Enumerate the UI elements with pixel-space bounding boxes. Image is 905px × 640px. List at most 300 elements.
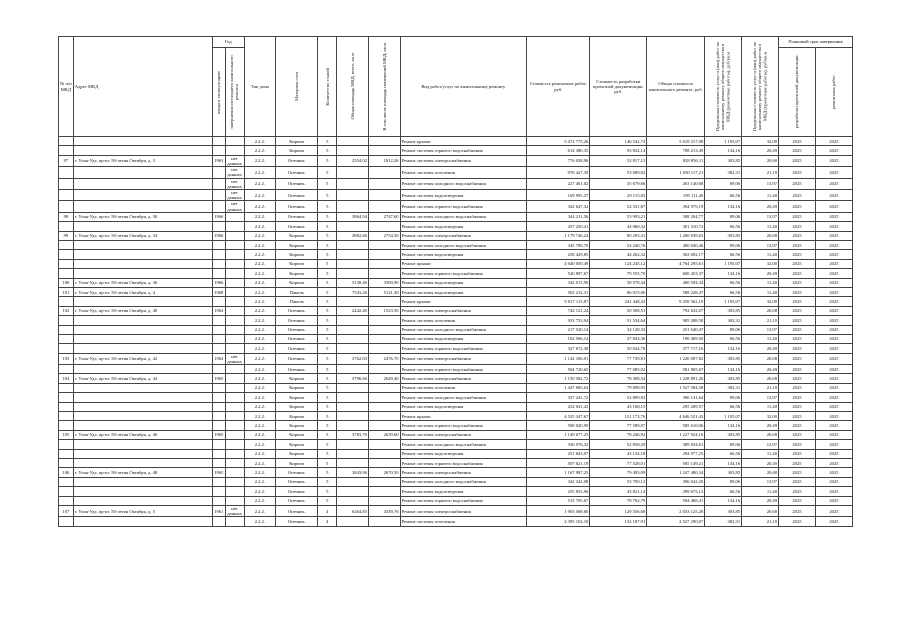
- cell-floors: 5: [318, 212, 337, 221]
- cell-total-area: 3783,70: [337, 430, 369, 439]
- cell-unit-cost-design: 11,40: [742, 222, 779, 231]
- cell-work-type: Ремонт системы водоотведения: [400, 287, 527, 296]
- cell-address: [73, 412, 212, 421]
- cell-design-cost: 35 679,66: [590, 178, 647, 189]
- cell-repair-cost: 1 167 987,25: [527, 468, 590, 477]
- header-unit-cost-repair: Предельная стоимость услуг и (или) работ по капитальному ремонту общего имущества в МКД (ремонтные работы), руб/кв.м: [705, 37, 742, 137]
- cell-row-num: [59, 517, 74, 526]
- cell-house-type: 2.2.2.: [244, 201, 276, 212]
- cell-deadline-design: 2025: [779, 383, 816, 392]
- cell-unit-cost-design: 11,40: [742, 287, 779, 296]
- cell-year-built: [212, 334, 225, 343]
- cell-living-area: 2639,60: [368, 430, 400, 439]
- table-row: [59, 374, 853, 383]
- cell-deadline-design: 2025: [779, 201, 816, 212]
- cell-repair-cost: 258 429,85: [527, 250, 590, 259]
- cell-deadline-design: 2025: [779, 421, 816, 430]
- cell-row-num: 99: [59, 231, 74, 240]
- cell-repair-cost: 976 427,39: [527, 167, 590, 178]
- cell-row-num: [59, 178, 74, 189]
- cell-floors: 5: [318, 477, 337, 486]
- cell-year-built: [212, 325, 225, 334]
- cell-design-cost: 50 508,51: [590, 306, 647, 315]
- cell-work-type: Ремонт системы холодного водоснабжения: [400, 393, 527, 402]
- cell-deadline-design: 2025: [779, 344, 816, 353]
- cell-unit-cost-design: 20,49: [742, 269, 779, 278]
- cell-year-built: [212, 190, 225, 201]
- cell-wall-material: Опечнек.: [276, 477, 318, 486]
- cell-address: [73, 137, 212, 146]
- cell-total-cost: 199 111,40: [647, 190, 705, 201]
- cell-floors: 5: [318, 412, 337, 421]
- cell-repair-cost: 515 705,67: [527, 496, 590, 505]
- cell-total-cost: 301 310,72: [647, 222, 705, 231]
- cell-total-area: [337, 517, 369, 526]
- cell-year-overhaul: [225, 344, 244, 353]
- cell-living-area: [368, 222, 400, 231]
- cell-house-type: 2.2.2.: [244, 146, 276, 155]
- cell-design-cost: 132 187,91: [590, 517, 647, 526]
- cell-address: [73, 383, 212, 392]
- cell-deadline-repair: 2025: [815, 393, 852, 402]
- cell-total-cost: 1 227 924,16: [647, 430, 705, 439]
- cell-year-built: [212, 167, 225, 178]
- cell-deadline-design: 2025: [779, 222, 816, 231]
- cell-unit-cost-repair: 66,56: [705, 487, 742, 496]
- cell-unit-cost-design: 20,68: [742, 430, 779, 439]
- cell-unit-cost-design: 20,49: [742, 421, 779, 430]
- table-row: [59, 344, 853, 353]
- cell-total-cost: 389 834,61: [647, 440, 705, 449]
- cell-year-overhaul: [225, 137, 244, 146]
- cell-deadline-design: 2025: [779, 250, 816, 259]
- cell-work-type: Ремонт системы холодного водоснабжения: [400, 325, 527, 334]
- cell-wall-material: Опечнек.: [276, 325, 318, 334]
- header-living-area: В том числе площадь помещений МКД, кв.м: [368, 37, 400, 137]
- cell-work-type: Ремонт системы холодного водоснабжения: [400, 240, 527, 249]
- table-row: [59, 517, 853, 526]
- table-row: [59, 178, 853, 189]
- cell-house-type: 2.2.2.: [244, 402, 276, 411]
- cell-deadline-repair: 2025: [815, 240, 852, 249]
- cell-design-cost: 146 542,72: [590, 137, 647, 146]
- cell-repair-cost: 227 461,02: [527, 178, 590, 189]
- cell-design-cost: 77 589,07: [590, 421, 647, 430]
- cell-total-area: [337, 137, 369, 146]
- table-header: [59, 37, 853, 137]
- table-row: [59, 155, 853, 166]
- cell-year-overhaul: [225, 259, 244, 268]
- cell-year-built: [212, 440, 225, 449]
- cell-repair-cost: 4 525 347,67: [527, 412, 590, 421]
- cell-unit-cost-repair: 134,16: [705, 458, 742, 467]
- cell-unit-cost-repair: 66,56: [705, 287, 742, 296]
- cell-total-cost: 5 619 317,98: [647, 137, 705, 146]
- cell-year-overhaul: [225, 383, 244, 392]
- cell-unit-cost-repair: 134,16: [705, 269, 742, 278]
- cell-row-num: [59, 240, 74, 249]
- cell-wall-material: Кирпич: [276, 383, 318, 392]
- cell-house-type: 2.2.2.: [244, 231, 276, 240]
- cell-total-area: 2554,02: [337, 155, 369, 166]
- cell-total-area: [337, 325, 369, 334]
- cell-year-built: 1965: [212, 374, 225, 383]
- table-row: [59, 505, 853, 516]
- cell-unit-cost-repair: 382,31: [705, 316, 742, 325]
- cell-work-type: Ремонт системы электроснабжения: [400, 353, 527, 364]
- cell-year-built: [212, 259, 225, 268]
- cell-unit-cost-design: 20,49: [742, 458, 779, 467]
- cell-floors: 5: [318, 393, 337, 402]
- cell-deadline-design: 2025: [779, 477, 816, 486]
- cell-unit-cost-repair: 134,16: [705, 201, 742, 212]
- cell-year-built: 1965: [212, 468, 225, 477]
- cell-total-area: [337, 393, 369, 402]
- cell-year-built: [212, 393, 225, 402]
- cell-wall-material: Опечнек.: [276, 517, 318, 526]
- cell-year-built: 1966: [212, 231, 225, 240]
- cell-design-cost: 53 993,21: [590, 212, 647, 221]
- cell-wall-material: Кирпич: [276, 250, 318, 259]
- cell-year-built: 1966: [212, 212, 225, 221]
- cell-wall-material: Опечнек.: [276, 344, 318, 353]
- cell-total-cost: 299 675,12: [647, 487, 705, 496]
- table-row: [59, 212, 853, 221]
- cell-wall-material: Опечнек.: [276, 505, 318, 516]
- cell-wall-material: Кирпич: [276, 440, 318, 449]
- cell-year-built: [212, 222, 225, 231]
- cell-address: г. Улан-Удэ, пр-кт. 50-летия Октября, д. 30: [73, 212, 212, 221]
- cell-unit-cost-design: 21,10: [742, 167, 779, 178]
- cell-wall-material: Опечнек.: [276, 365, 318, 374]
- cell-year-built: 1964: [212, 353, 225, 364]
- cell-address: г. Улан-Удэ, пр-кт. 50-летия Октября, д. 34: [73, 231, 212, 240]
- cell-year-overhaul: [225, 517, 244, 526]
- cell-deadline-design: 2025: [779, 269, 816, 278]
- cell-unit-cost-design: 20,49: [742, 344, 779, 353]
- cell-unit-cost-repair: 303,85: [705, 353, 742, 364]
- cell-floors: 5: [318, 146, 337, 155]
- cell-unit-cost-design: 11,40: [742, 190, 779, 201]
- cell-total-cost: 792 632,07: [647, 306, 705, 315]
- cell-living-area: [368, 146, 400, 155]
- cell-floors: 5: [318, 155, 337, 166]
- cell-address: г. Улан-Удэ, пр-кт. 50-летия Октября, д. 48: [73, 468, 212, 477]
- cell-wall-material: Опечнек.: [276, 190, 318, 201]
- cell-living-area: 2747,60: [368, 212, 400, 221]
- cell-wall-material: Опечнек.: [276, 222, 318, 231]
- cell-year-built: [212, 344, 225, 353]
- cell-repair-cost: 327 672,38: [527, 344, 590, 353]
- cell-row-num: [59, 344, 74, 353]
- cell-total-cost: 400 594,34: [647, 278, 705, 287]
- cell-year-overhaul: [225, 231, 244, 240]
- table-row: [59, 412, 853, 421]
- cell-unit-cost-design: 13,97: [742, 325, 779, 334]
- cell-unit-cost-repair: 89,06: [705, 178, 742, 189]
- cell-total-cost: 295 209,57: [647, 402, 705, 411]
- cell-total-cost: 581 805,67: [647, 365, 705, 374]
- cell-year-built: [212, 421, 225, 430]
- cell-floors: 5: [318, 269, 337, 278]
- cell-work-type: Ремонт системы водоотведения: [400, 487, 527, 496]
- cell-total-cost: 263 140,68: [647, 178, 705, 189]
- cell-design-cost: 86 015,06: [590, 287, 647, 296]
- cell-unit-cost-repair: 134,16: [705, 421, 742, 430]
- cell-deadline-repair: 2025: [815, 487, 852, 496]
- cell-total-area: [337, 412, 369, 421]
- cell-design-cost: 34 120,33: [590, 325, 647, 334]
- cell-deadline-repair: 2025: [815, 259, 852, 268]
- cell-design-cost: 29 115,83: [590, 190, 647, 201]
- cell-repair-cost: 502 212,31: [527, 287, 590, 296]
- cell-deadline-repair: 2025: [815, 449, 852, 458]
- cell-total-cost: 4 764 295,61: [647, 259, 705, 268]
- cell-living-area: 4339,76: [368, 505, 400, 516]
- cell-total-area: 7543,26: [337, 287, 369, 296]
- cell-year-overhaul: нет данных: [225, 353, 244, 364]
- table-row: [59, 430, 853, 439]
- table-row: [59, 325, 853, 334]
- cell-deadline-design: 2025: [779, 167, 816, 178]
- cell-year-overhaul: нет данных: [225, 155, 244, 166]
- cell-house-type: 2.2.2.: [244, 393, 276, 402]
- cell-unit-cost-design: 13,97: [742, 178, 779, 189]
- cell-deadline-repair: 2025: [815, 137, 852, 146]
- cell-unit-cost-repair: 303,85: [705, 430, 742, 439]
- cell-living-area: [368, 402, 400, 411]
- cell-row-num: [59, 458, 74, 467]
- cell-wall-material: Опечнек.: [276, 155, 318, 166]
- cell-unit-cost-repair: 134,16: [705, 496, 742, 505]
- cell-unit-cost-design: 11,40: [742, 278, 779, 287]
- cell-year-overhaul: [225, 487, 244, 496]
- cell-year-overhaul: [225, 477, 244, 486]
- cell-house-type: 2.2.2.: [244, 449, 276, 458]
- cell-living-area: [368, 240, 400, 249]
- cell-wall-material: Кирпич: [276, 374, 318, 383]
- cell-floors: 5: [318, 278, 337, 287]
- cell-house-type: 2.2.2.: [244, 421, 276, 430]
- cell-total-area: [337, 421, 369, 430]
- cell-wall-material: Панель: [276, 287, 318, 296]
- cell-total-area: [337, 240, 369, 249]
- table-row: [59, 402, 853, 411]
- cell-deadline-design: 2025: [779, 146, 816, 155]
- cell-deadline-design: 2025: [779, 137, 816, 146]
- cell-year-built: [212, 297, 225, 306]
- cell-total-cost: 1 527 584,58: [647, 383, 705, 392]
- cell-row-num: [59, 421, 74, 430]
- cell-deadline-repair: 2025: [815, 297, 852, 306]
- cell-work-type: Ремонт системы водоотведения: [400, 250, 527, 259]
- cell-deadline-design: 2025: [779, 278, 816, 287]
- cell-design-cost: 93 832,14: [590, 146, 647, 155]
- cell-living-area: 1812,26: [368, 155, 400, 166]
- table-row: [59, 468, 853, 477]
- cell-repair-cost: 255 853,96: [527, 487, 590, 496]
- cell-total-cost: 251 640,47: [647, 325, 705, 334]
- cell-unit-cost-repair: 89,06: [705, 325, 742, 334]
- cell-year-overhaul: нет данных: [225, 178, 244, 189]
- cell-design-cost: 43 134,18: [590, 449, 647, 458]
- cell-unit-cost-repair: 303,85: [705, 468, 742, 477]
- cell-address: г. Улан-Удэ, пр-кт. 50-летия Октября, д. 36: [73, 278, 212, 287]
- cell-wall-material: Опечнек.: [276, 334, 318, 343]
- cell-floors: 5: [318, 316, 337, 325]
- cell-deadline-design: 2025: [779, 412, 816, 421]
- cell-deadline-repair: 2025: [815, 231, 852, 240]
- cell-living-area: [368, 137, 400, 146]
- cell-repair-cost: 1 142 106,01: [527, 353, 590, 364]
- cell-year-overhaul: [225, 496, 244, 505]
- cell-unit-cost-repair: 66,56: [705, 402, 742, 411]
- cell-repair-cost: 2 395 102,10: [527, 517, 590, 526]
- table-row: [59, 240, 853, 249]
- table-body: [59, 137, 853, 527]
- cell-total-cost: 294 977,25: [647, 449, 705, 458]
- cell-deadline-design: 2025: [779, 190, 816, 201]
- cell-deadline-repair: 2025: [815, 269, 852, 278]
- cell-year-overhaul: [225, 334, 244, 343]
- cell-wall-material: Кирпич: [276, 421, 318, 430]
- cell-year-built: 1961: [212, 505, 225, 516]
- cell-floors: 5: [318, 190, 337, 201]
- cell-deadline-design: 2025: [779, 353, 816, 364]
- cell-living-area: [368, 250, 400, 259]
- cell-year-built: 1964: [212, 306, 225, 315]
- cell-design-cost: 58 578,44: [590, 278, 647, 287]
- cell-deadline-design: 2025: [779, 505, 816, 516]
- cell-year-built: [212, 250, 225, 259]
- cell-total-area: [337, 383, 369, 392]
- cell-deadline-repair: 2025: [815, 316, 852, 325]
- cell-year-overhaul: [225, 325, 244, 334]
- cell-design-cost: 27 843,36: [590, 334, 647, 343]
- cell-repair-cost: 5 472 775,26: [527, 137, 590, 146]
- cell-floors: 5: [318, 353, 337, 364]
- cell-work-type: Ремонт системы отопления: [400, 316, 527, 325]
- cell-deadline-design: 2025: [779, 517, 816, 526]
- cell-house-type: 2.2.2.: [244, 250, 276, 259]
- cell-floors: 5: [318, 440, 337, 449]
- cell-deadline-repair: 2025: [815, 155, 852, 166]
- cell-unit-cost-design: 13,97: [742, 240, 779, 249]
- cell-wall-material: Кирпич: [276, 402, 318, 411]
- cell-unit-cost-repair: 382,31: [705, 517, 742, 526]
- cell-total-area: 3864,94: [337, 212, 369, 221]
- cell-living-area: 1523,50: [368, 306, 400, 315]
- table-row: [59, 458, 853, 467]
- cell-year-overhaul: [225, 269, 244, 278]
- cell-unit-cost-design: 32,00: [742, 137, 779, 146]
- cell-address: г. Улан-Удэ, пр-кт. 50-летия Октября, д. 3: [73, 155, 212, 166]
- cell-living-area: 2649,40: [368, 374, 400, 383]
- cell-total-area: 3843,96: [337, 468, 369, 477]
- cell-floors: 5: [318, 430, 337, 439]
- cell-design-cost: 79 493,09: [590, 468, 647, 477]
- cell-total-cost: 396 042,20: [647, 477, 705, 486]
- cell-deadline-repair: 2025: [815, 146, 852, 155]
- cell-row-num: [59, 487, 74, 496]
- cell-row-num: [59, 137, 74, 146]
- cell-design-cost: 52 331,87: [590, 201, 647, 212]
- cell-design-cost: 77 739,81: [590, 353, 647, 364]
- cell-work-type: Ремонт крыши: [400, 259, 527, 268]
- table-row: [59, 440, 853, 449]
- cell-living-area: [368, 393, 400, 402]
- cell-floors: 5: [318, 259, 337, 268]
- cell-wall-material: Кирпич: [276, 278, 318, 287]
- cell-address: [73, 250, 212, 259]
- cell-unit-cost-design: 13,97: [742, 440, 779, 449]
- cell-year-overhaul: нет данных: [225, 201, 244, 212]
- cell-unit-cost-repair: 303,85: [705, 306, 742, 315]
- cell-unit-cost-design: 21,10: [742, 316, 779, 325]
- cell-living-area: [368, 334, 400, 343]
- cell-house-type: 2.2.2.: [244, 287, 276, 296]
- cell-design-cost: 52 899,92: [590, 393, 647, 402]
- header-total-area: Общая площадь МКД, всего, кв.м: [337, 37, 369, 137]
- cell-row-num: [59, 201, 74, 212]
- cell-work-type: Ремонт системы холодного водоснабжения: [400, 212, 527, 221]
- cell-work-type: Ремонт системы горячего водоснабжения: [400, 201, 527, 212]
- cell-floors: 5: [318, 383, 337, 392]
- cell-unit-cost-design: 11,40: [742, 250, 779, 259]
- cell-floors: 5: [318, 468, 337, 477]
- cell-year-built: [212, 477, 225, 486]
- cell-living-area: [368, 487, 400, 496]
- cell-address: [73, 201, 212, 212]
- cell-floors: 5: [318, 365, 337, 374]
- cell-unit-cost-design: 32,00: [742, 412, 779, 421]
- cell-design-cost: 78 246,92: [590, 430, 647, 439]
- cell-work-type: Ремонт крыши: [400, 297, 527, 306]
- cell-address: г. Улан-Удэ, пр-кт. 50-летия Октября, д. 42: [73, 353, 212, 364]
- cell-total-area: [337, 269, 369, 278]
- cell-wall-material: Кирпич: [276, 146, 318, 155]
- cell-deadline-design: 2025: [779, 496, 816, 505]
- cell-unit-cost-design: 20,68: [742, 231, 779, 240]
- cell-unit-cost-design: 20,68: [742, 306, 779, 315]
- cell-row-num: [59, 167, 74, 178]
- cell-unit-cost-repair: 89,06: [705, 477, 742, 486]
- cell-work-type: Ремонт системы водоотведения: [400, 402, 527, 411]
- cell-house-type: 2.2.2.: [244, 334, 276, 343]
- header-wall-material: Материал стен: [276, 37, 318, 137]
- cell-repair-cost: 520 897,67: [527, 269, 590, 278]
- cell-year-overhaul: нет данных: [225, 167, 244, 178]
- cell-wall-material: Опечнек.: [276, 212, 318, 221]
- cell-living-area: [368, 259, 400, 268]
- cell-deadline-repair: 2025: [815, 374, 852, 383]
- cell-living-area: [368, 178, 400, 189]
- cell-repair-cost: 504 720,65: [527, 365, 590, 374]
- cell-floors: 5: [318, 250, 337, 259]
- cell-repair-cost: 342 342,08: [527, 477, 590, 486]
- cell-year-built: [212, 240, 225, 249]
- header-work-type: Вид работ/услуг по капитальному ремонту: [400, 37, 527, 137]
- cell-living-area: [368, 412, 400, 421]
- cell-total-cost: 600 453,37: [647, 269, 705, 278]
- cell-year-overhaul: [225, 146, 244, 155]
- cell-total-cost: 585 610,06: [647, 421, 705, 430]
- cell-repair-cost: 162 566,14: [527, 334, 590, 343]
- cell-total-area: 6264,83: [337, 505, 369, 516]
- cell-total-cost: 585 149,21: [647, 458, 705, 467]
- cell-unit-cost-design: 11,40: [742, 487, 779, 496]
- cell-repair-cost: 1 447 685,63: [527, 383, 590, 392]
